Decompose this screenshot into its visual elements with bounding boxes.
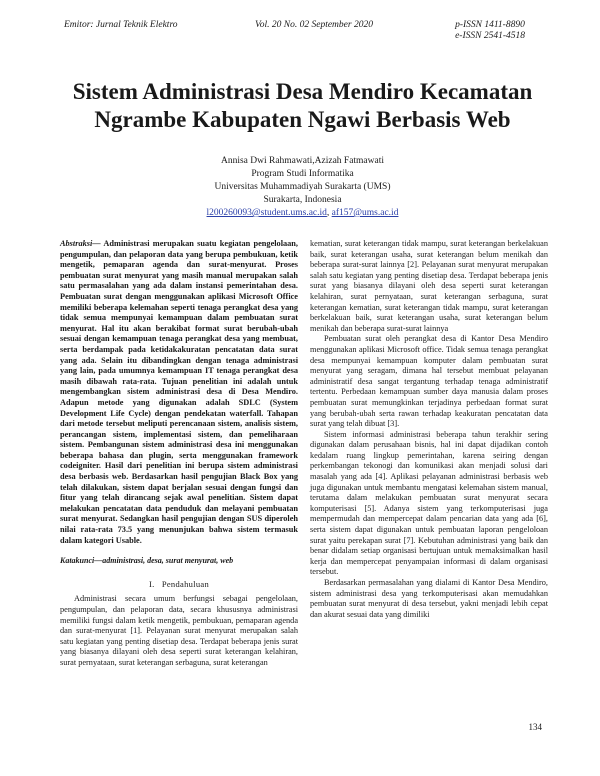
right-column xyxy=(310,239,548,620)
email-separator: , xyxy=(326,208,332,218)
title-line-1: Sistem Administrasi Desa Mendiro Kecamatan xyxy=(72,79,533,104)
page-number: 134 xyxy=(528,722,542,732)
title-line-2: Ngrambe Kabupaten Ngawi Berbasis Web xyxy=(94,107,511,132)
author-names: Annisa Dwi Rahmawati,Azizah Fatmawati xyxy=(220,156,385,166)
e-issn: e-ISSN 2541-4518 xyxy=(455,31,525,41)
section-number: I. xyxy=(148,578,155,589)
p-issn: p-ISSN 1411-8890 xyxy=(455,20,525,30)
right-paragraph-4: Berdasarkan permasalahan yang dialami di Kantor Desa Mendiro, sistem administrasi desa yang terkomputerisasi akan memudahkan pembuatan surat menyurat di desa tersebut, yakni menjadi lebih cepat dan akurat sesuai data yang dimiliki xyxy=(310,578,548,619)
email-link-2[interactable]: af157@ums.ac.id xyxy=(331,208,399,218)
abstract-dash: — xyxy=(92,239,104,248)
section-heading xyxy=(60,579,298,590)
abstract-paragraph xyxy=(60,239,298,546)
volume-info: Vol. 20 No. 02 September 2020 xyxy=(255,20,373,30)
intro-paragraph-1: Administrasi secara umum berfungsi sebagai pengelolaan, pengumpulan, dan pelaporan data, secara khususnya administrasi memiliki fungsi dalam ketik mengetik, pembukuan, pemaparan agenda dan surat-menyurat [1]. Pelayanan surat menyurat merupakan salah satu kegiatan yang penting disetiap desa. Terdapat beberapa jenis surat yang biasanya dilayani oleh desa seperti surat keterangan kelahiran, surat pernyataan, surat keterangan serbaguna, surat keterangan xyxy=(60,594,298,667)
section-title: Pendahuluan xyxy=(161,578,210,589)
program-name: Program Studi Informatika xyxy=(251,169,354,179)
keywords: Katakunci—administrasi, desa, surat menyurat, web xyxy=(60,556,234,566)
author-block xyxy=(40,155,565,220)
email-link-1[interactable]: l200260093@student.ums.ac.id xyxy=(206,208,327,218)
paper-title xyxy=(40,78,565,134)
right-paragraph-1: kematian, surat keterangan tidak mampu, surat keterangan berkelakuan baik, surat keterangan usaha, surat keterangan belum menikah dan beberapa surat-surat lainnya [2]. Pelayanan surat menyurat merupakan salah satu kegiatan yang penting disetiap desa. Terdapat beberapa jenis surat yang biasanya dilayani oleh desa seperti surat keterangan kelahiran, surat pernyataan, surat keterangan serbaguna, surat keterangan kematian, surat keterangan tidak mampu, surat keterangan berkelakuan baik, surat keterangan usaha, surat keterangan belum menikah dan beberapa surat-surat lainnya xyxy=(310,239,548,333)
issn-block xyxy=(455,20,525,42)
city-name: Surakarta, Indonesia xyxy=(263,195,342,205)
abstract-label: Abstraksi xyxy=(60,239,93,248)
journal-name: Emitor: Jurnal Teknik Elektro xyxy=(64,20,178,30)
university-name: Universitas Muhammadiyah Surakarta (UMS) xyxy=(214,182,391,192)
right-paragraph-3: Sistem informasi administrasi beberapa tahun terakhir sering digunakan dalam perusahaan bisnis, hal ini dapat dijadikan contoh kedalam ruang lingkup pemerintahan, karena seiring dengan perkembangan tekonogi dan komunikasi akan menjadi solusi dari masalah yang ada [4]. Aplikasi pelayanan administrasi berbasis web juga digunakan untuk membantu mengatasi kelemahan sistem manual, terutama dalam melakukan pembuatan surat menyurat secara komputerisasi [5]. Adanya sistem yang terkomputerisasi juga mempermudah dan mempercepat dalam pencarian data yang ada [6], serta sistem dapat digunakan untuk pembuatan laporan pengeloloan surat yaitu perekapan surat [7]. Kebutuhan administrasi yang baik dan benar didalam setiap organisasi bertujuan untuk memaksimalkan hasil kerja dan mempercepat penyampaian informasi di dalam organisasi tersebut. xyxy=(310,429,548,577)
left-column xyxy=(60,239,298,669)
abstract-text: Administrasi merupakan suatu kegiatan pengelolaan, pengumpulan, dan pelaporan data yang berupa pembukuan, ketik mengetik, pemaparan agenda dan surat-menyurat. Proses pembuatan surat menyurat yang masih manual merupakan salah satu permasalahan yang ada dalam instansi pemerintahan desa. Pembuatan surat dengan menggunakan aplikasi Microsoft Office memiliki beberapa kelemahan seperti tenaga perangkat desa yang tidak semua mempunyai kemampuan dalam pembuatan surat menyurat. Hal itu akan berakibat format surat berubah-ubah sesuai dengan kemampuan tenaga perangkat desa yang membuat, serta berdampak pada ketidakakuratan pencatatan data surat yang ada. Selain itu dibandingkan dengan tenaga administrasi yang lain, pada umumnya kemampuan IT tenaga perangkat desa masih dibawah rata-rata. Tujuan penelitian ini adalah untuk mengembangkan sistem administrasi desa di Desa Mendiro. Adapun metode yang digunakan adalah SDLC (System Development Life Cycle) dengan pendekatan waterfall. Tahapan dari metode tersebut meliputi perencanaan sistem, analisis sistem, perancangan sistem, implementasi sistem, dan pemeliharaan sistem. Pembangunan sistem administrasi desa ini menggunakan beberapa bahasa dan plugin, serta menggunakan framework codeigniter. Hasil dari penelitian ini berupa sistem administrasi desa berbasis web. Berdasarkan hasil pengujian Black Box yang telah dilakukan, sistem dapat berjalan sesuai dengan fungsi dan fitur yang telah dirancang sejak awal penelitian. Sistem dapat melakukan pencatatan data penduduk dan melayani pembuatan surat menyurat. Sedangkan hasil pengujian dengan SUS diperoleh nilai rata-rata 73.5 yang menunjukan bahwa sistem termasuk dalam kategori Usable. xyxy=(60,239,298,545)
right-paragraph-2: Pembuatan surat oleh perangkat desa di Kantor Desa Mendiro menggunakan aplikasi Microsoft office. Tidak semua tenaga perangkat desa mempunyai kemampuan komputer dalam pembuatan surat menyurat yang seragam, dimana hal tersebut membuat pelayanan administratif desa sangat tergantung terhadap tenaga administratif tertentu. Perbedaan kemampuan sumber daya manusia dalam proses pembuatan surat memungkinkan terjadinya perbedaan format surat yang berubah-ubah serta rawan terhadap keakuratan pencatatan data surat yang telah dibuat [3]. xyxy=(310,334,548,429)
running-header xyxy=(40,20,565,54)
email-line xyxy=(40,207,565,220)
